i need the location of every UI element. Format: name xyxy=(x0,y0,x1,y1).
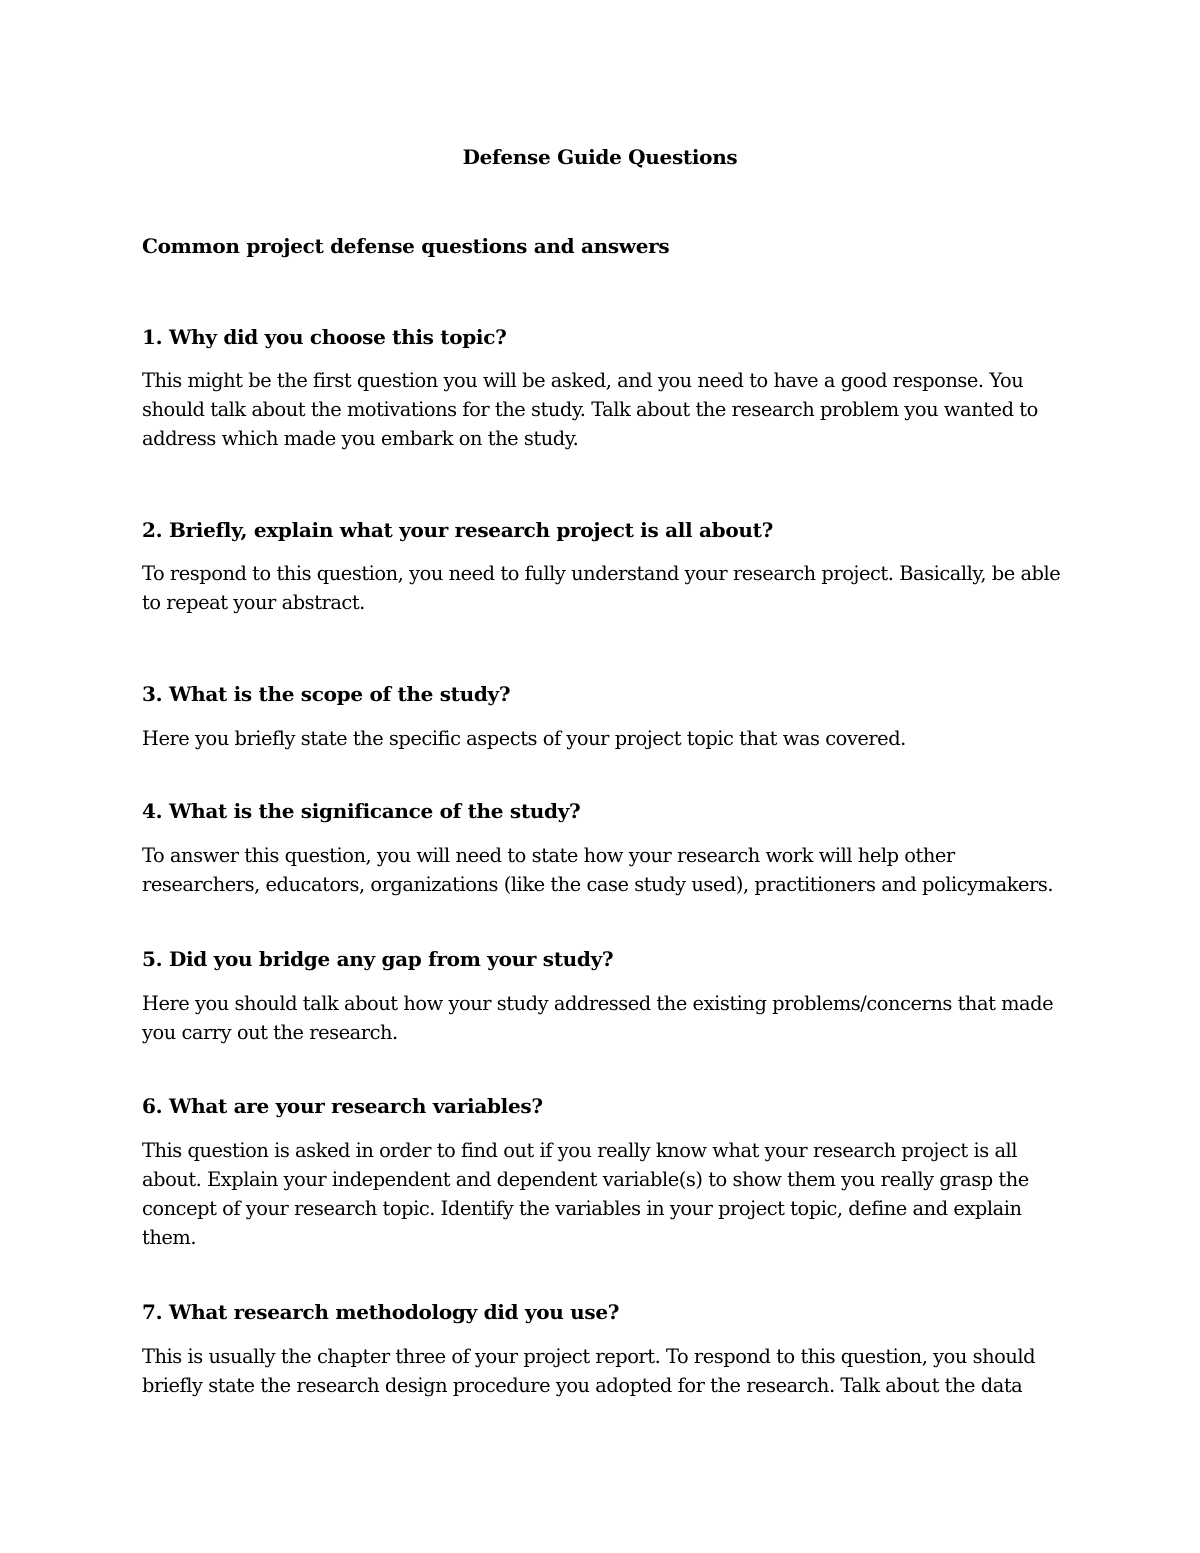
answer-1 xyxy=(142,366,1072,453)
question-3: 3. What is the scope of the study? xyxy=(142,682,511,706)
answer-1-line-2: should talk about the motivations for the study. Talk about the research problem you wanted to xyxy=(142,398,1038,421)
answer-3-line-1: Here you briefly state the specific aspects of your project topic that was covered. xyxy=(142,727,906,750)
answer-1-line-3: address which made you embark on the study. xyxy=(142,427,579,450)
answer-6-line-4: them. xyxy=(142,1226,197,1249)
question-6: 6. What are your research variables? xyxy=(142,1094,543,1118)
answer-5 xyxy=(142,989,1072,1047)
answer-4 xyxy=(142,841,1072,899)
question-5: 5. Did you bridge any gap from your study? xyxy=(142,947,614,971)
answer-4-line-1: To answer this question, you will need to state how your research work will help other xyxy=(142,844,955,867)
answer-6 xyxy=(142,1136,1072,1252)
question-1: 1. Why did you choose this topic? xyxy=(142,325,507,349)
answer-3 xyxy=(142,724,1072,753)
answer-7-line-2: briefly state the research design procedure you adopted for the research. Talk about the data xyxy=(142,1374,1023,1397)
answer-7 xyxy=(142,1342,1072,1400)
answer-5-line-2: you carry out the research. xyxy=(142,1021,398,1044)
question-4: 4. What is the significance of the study? xyxy=(142,799,581,823)
answer-6-line-3: concept of your research topic. Identify the variables in your project topic, define and explain xyxy=(142,1197,1022,1220)
answer-6-line-2: about. Explain your independent and dependent variable(s) to show them you really grasp the xyxy=(142,1168,1029,1191)
document-subtitle: Common project defense questions and answers xyxy=(142,234,670,258)
answer-2 xyxy=(142,559,1072,617)
answer-2-line-1: To respond to this question, you need to fully understand your research project. Basically, be able xyxy=(142,562,1061,585)
answer-2-line-2: to repeat your abstract. xyxy=(142,591,365,614)
answer-1-line-1: This might be the first question you will be asked, and you need to have a good response. You xyxy=(142,369,1024,392)
document-title: Defense Guide Questions xyxy=(462,145,738,169)
answer-4-line-2: researchers, educators, organizations (like the case study used), practitioners and policymakers. xyxy=(142,873,1054,896)
answer-5-line-1: Here you should talk about how your study addressed the existing problems/concerns that made xyxy=(142,992,1054,1015)
answer-7-line-1: This is usually the chapter three of your project report. To respond to this question, you should xyxy=(142,1345,1036,1368)
question-7: 7. What research methodology did you use? xyxy=(142,1300,620,1324)
answer-6-line-1: This question is asked in order to find out if you really know what your research project is all xyxy=(142,1139,1018,1162)
question-2: 2. Briefly, explain what your research project is all about? xyxy=(142,518,773,542)
